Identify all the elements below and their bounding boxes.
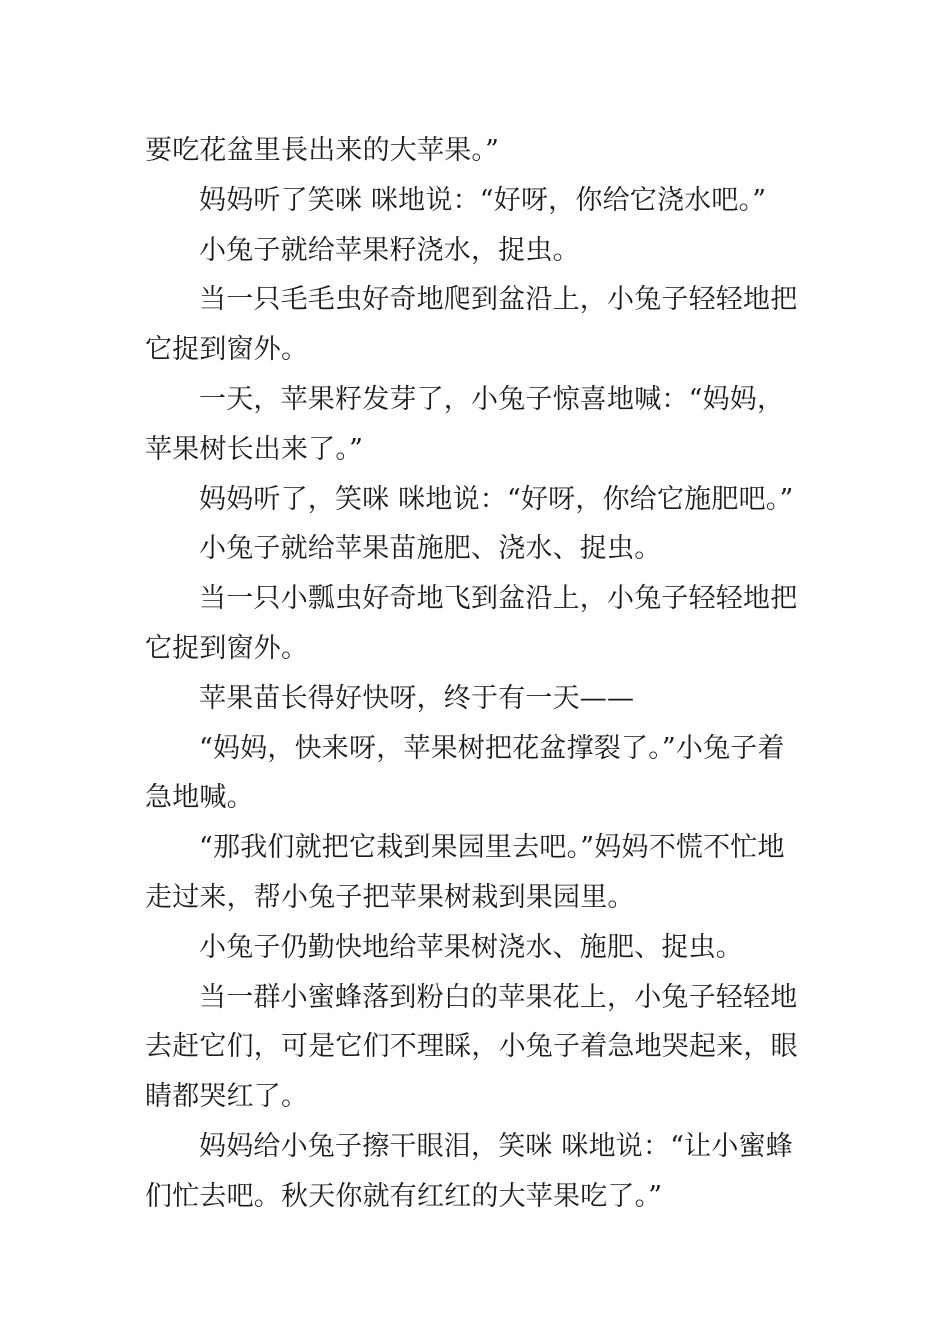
- paragraph-4: 当一只毛毛虫好奇地爬到盆沿上，小兔子轻轻地把它捉到窗外。: [145, 284, 798, 366]
- paragraph-13: 当一群小蜜蜂落到粉白的苹果花上，小兔子轻轻地去赶它们，可是它们不理睬，小兔子着急地哭起来，眼睛都哭红了。: [145, 981, 798, 1113]
- paragraph-2: 妈妈听了笑咪 咪地说：“好呀，你给它浇水吧。”: [199, 184, 767, 216]
- paragraph-1: 要吃花盆里長出来的大苹果。”: [145, 135, 500, 166]
- story-text: [145, 126, 810, 1222]
- paragraph-5: 一天，苹果籽发芽了，小兔子惊喜地喊：“妈妈，苹果树长出来了。”: [145, 383, 785, 465]
- paragraph-14: 妈妈给小兔子擦干眼泪，笑咪 咪地说：“让小蜜蜂们忙去吧。秋天你就有红红的大苹果吃了。”: [145, 1130, 793, 1212]
- paragraph-12: 小兔子仍勤快地给苹果树浇水、施肥、捉虫。: [199, 931, 743, 963]
- paragraph-9: 苹果苗长得好快呀，终于有一天——: [199, 682, 635, 714]
- paragraph-10: “妈妈，快来呀，苹果树把花盆撑裂了。”小兔子着急地喊。: [145, 732, 785, 814]
- paragraph-7: 小兔子就给苹果苗施肥、浇水、捉虫。: [199, 533, 662, 565]
- paragraph-8: 当一只小瓢虫好奇地飞到盆沿上，小兔子轻轻地把它捉到窗外。: [145, 583, 798, 664]
- paragraph-3: 小兔子就给苹果籽浇水，捉虫。: [199, 234, 580, 266]
- paragraph-11: “那我们就把它栽到果园里去吧。”妈妈不慌不忙地走过来，帮小兔子把苹果树栽到果园里。: [145, 832, 785, 913]
- paragraph-6: 妈妈听了，笑咪 咪地说：“好呀，你给它施肥吧。”: [199, 483, 794, 515]
